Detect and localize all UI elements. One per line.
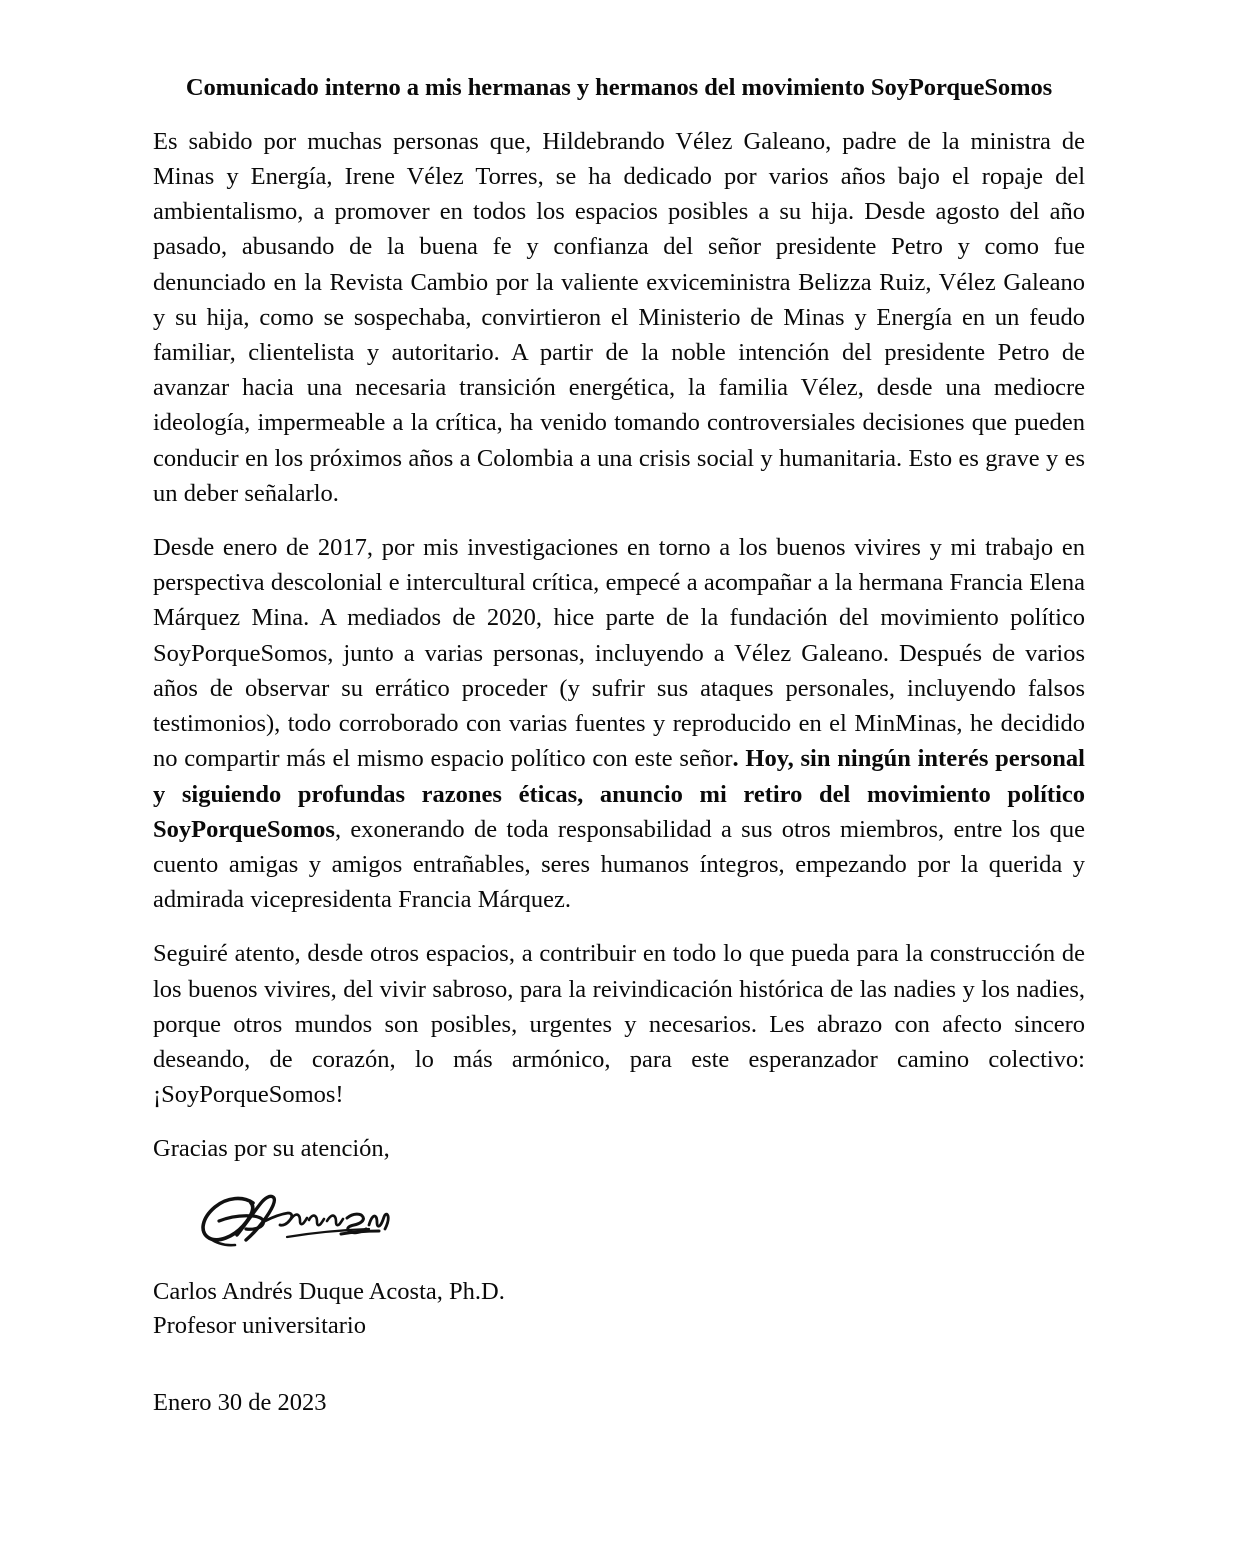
signer-role: Profesor universitario — [153, 1311, 366, 1339]
signature-block — [153, 1191, 1085, 1253]
paragraph-2-segment-normal-a: Desde enero de 2017, por mis investigaciones en torno a los buenos vivires y mi trabajo en perspectiva descolonial e intercultural crítica, empecé a acompañar a la hermana Francia Elena Márquez Mina. A mediados de 2020, hice parte de la fundación del movimiento político SoyPorqueSomos, junto a varias personas, incluyendo a Vélez Galeano. Después de varios años de observar su errático proceder (y sufrir sus ataques personales, incluyendo falsos testimonios), todo corroborado con varias fuentes y reproducido en el MinMinas, he decidido no compartir más el mismo espacio político con este señor — [153, 534, 1085, 773]
paragraph-3: Seguiré atento, desde otros espacios, a contribuir en todo lo que pueda para la construcción de los buenos vivires, del vivir sabroso, para la reivindicación histórica de las nadies y los nadies, porque otros mundos son posibles, urgentes y necesarios. Les abrazo con afecto sincero deseando, de corazón, lo más armónico, para este esperanzador camino colectivo: ¡SoyPorqueSomos! — [153, 940, 1085, 1109]
paragraph-2-segment-bold: . Hoy, sin ningún interés personal y siguiendo profundas razones éticas, anuncio mi retiro del movimiento político SoyPorqueSomos — [153, 745, 1085, 843]
signer-block — [153, 1275, 1085, 1343]
document-date: Enero 30 de 2023 — [153, 1388, 327, 1416]
paragraph-1: Es sabido por muchas personas que, Hildebrando Vélez Galeano, padre de la ministra de Minas y Energía, Irene Vélez Torres, se ha dedicado por varios años bajo el ropaje del ambientalismo, a promover en todos los espacios posibles a su hija. Desde agosto del año pasado, abusando de la buena fe y confianza del señor presidente Petro y como fue denunciado en la Revista Cambio por la valiente exviceministra Belizza Ruiz, Vélez Galeano y su hija, como se sospechaba, convirtieron el Ministerio de Minas y Energía en un feudo familiar, clientelista y autoritario. A partir de la noble intención del presidente Petro de avanzar hacia una necesaria transición energética, la familia Vélez, desde una mediocre ideología, impermeable a la crítica, ha venido tomando controversiales decisiones que pueden conducir en los próximos años a Colombia a una crisis social y humanitaria. Esto es grave y es un deber señalarlo. — [153, 127, 1085, 507]
signer-name: Carlos Andrés Duque Acosta, Ph.D. — [153, 1277, 505, 1305]
page-title: Comunicado interno a mis hermanas y hermanos del movimiento SoyPorqueSomos — [185, 74, 1053, 101]
document-body — [153, 72, 1085, 1420]
paragraph-2-segment-normal-b: , exonerando de toda responsabilidad a sus otros miembros, entre los que cuento amigas y amigos entrañables, seres humanos íntegros, empezando por la querida y admirada vicepresidenta Francia Márquez. — [153, 815, 1085, 914]
closing-salutation: Gracias por su atención, — [153, 1135, 390, 1163]
paragraph-2 — [153, 530, 1085, 917]
handwritten-signature-icon — [191, 1191, 401, 1253]
